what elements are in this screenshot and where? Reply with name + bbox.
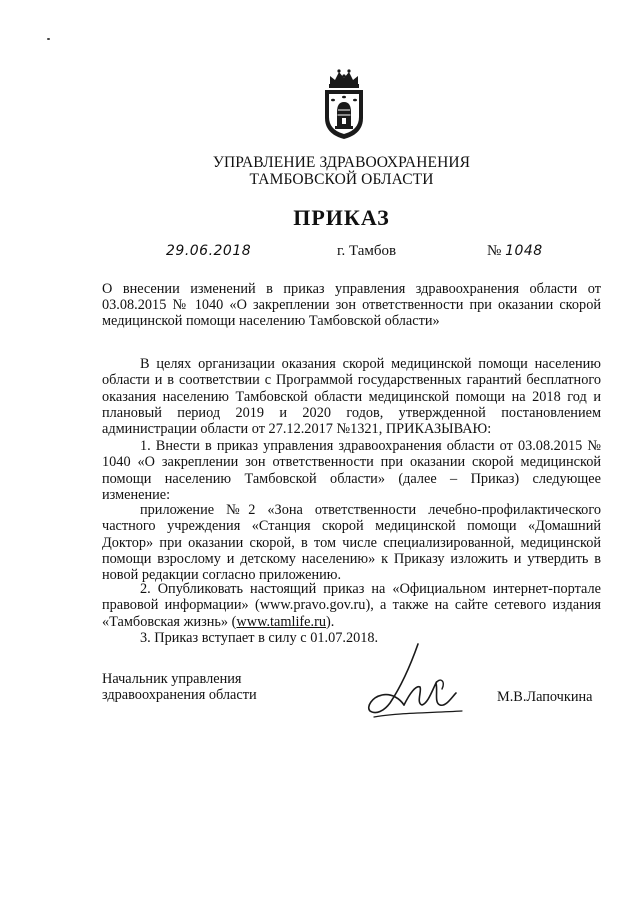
- signatory-title-line1: Начальник управления: [102, 671, 242, 687]
- organization-name-line2: ТАМБОВСКОЙ ОБЛАСТИ: [249, 171, 434, 188]
- order-item-3: 3. Приказ вступает в силу с 01.07.2018.: [140, 630, 379, 646]
- order-number-value: 1048: [505, 243, 543, 259]
- signatory-title-line2: здравоохранения области: [102, 687, 257, 703]
- order-number: [487, 243, 543, 260]
- scan-speck: [47, 38, 50, 40]
- order-number-label: №: [487, 243, 502, 259]
- handwritten-signature: [366, 641, 472, 721]
- coat-of-arms-emblem: [322, 68, 366, 140]
- signatory-title: [102, 671, 257, 703]
- signatory-name: М.В.Лапочкина: [497, 689, 593, 705]
- order-item-1-detail: приложение №2 «Зона ответственности лечебно-профилактического частного учреждения «Станция скорой медицинской помощи «Домашний Доктор» при оказании скорой, в том числе специализированной, медицинской помощи взрослому и детскому населению» к Приказу изложить и утвердить в новой редакции согласно приложению.: [102, 502, 601, 584]
- order-date: 29.06.2018: [166, 243, 252, 259]
- order-city: г. Тамбов: [337, 243, 397, 259]
- order-item-2-text: 2. Опубликовать настоящий приказ на «Официальном интернет-портале правовой информации» (www.pravo.gov.ru), а также на сайте сетевого издания «Тамбовская жизнь» (: [102, 581, 601, 630]
- order-preamble: В целях организации оказания скорой медицинской помощи населению области и в соответствии с Программой государственных гарантий бесплатного оказания населению Тамбовской области медицинской помощи на 2018 год и плановый период 2019 и 2020 годов, утвержденной постановлением администрации области от 27.12.2017 №1321, ПРИКАЗЫВАЮ:: [102, 356, 601, 438]
- order-item-2-end: ).: [326, 613, 335, 630]
- order-item-2: [102, 581, 601, 630]
- order-subject: О внесении изменений в приказ управления здравоохранения области от 03.08.2015 № 1040 «О закреплении зон ответственности при оказании скорой медицинской помощи населению Тамбовской области»: [102, 281, 601, 329]
- document-type-title: ПРИКАЗ: [293, 205, 390, 230]
- tamlife-link[interactable]: www.tamlife.ru: [236, 613, 327, 630]
- order-item-1: 1. Внести в приказ управления здравоохранения области от 03.08.2015 № 1040 «О закреплении зон ответственности при оказании скорой медицинской помощи населению Тамбовской области» (далее – Приказ) следующее изменение:: [102, 438, 601, 503]
- organization-name-line1: УПРАВЛЕНИЕ ЗДРАВООХРАНЕНИЯ: [212, 154, 471, 171]
